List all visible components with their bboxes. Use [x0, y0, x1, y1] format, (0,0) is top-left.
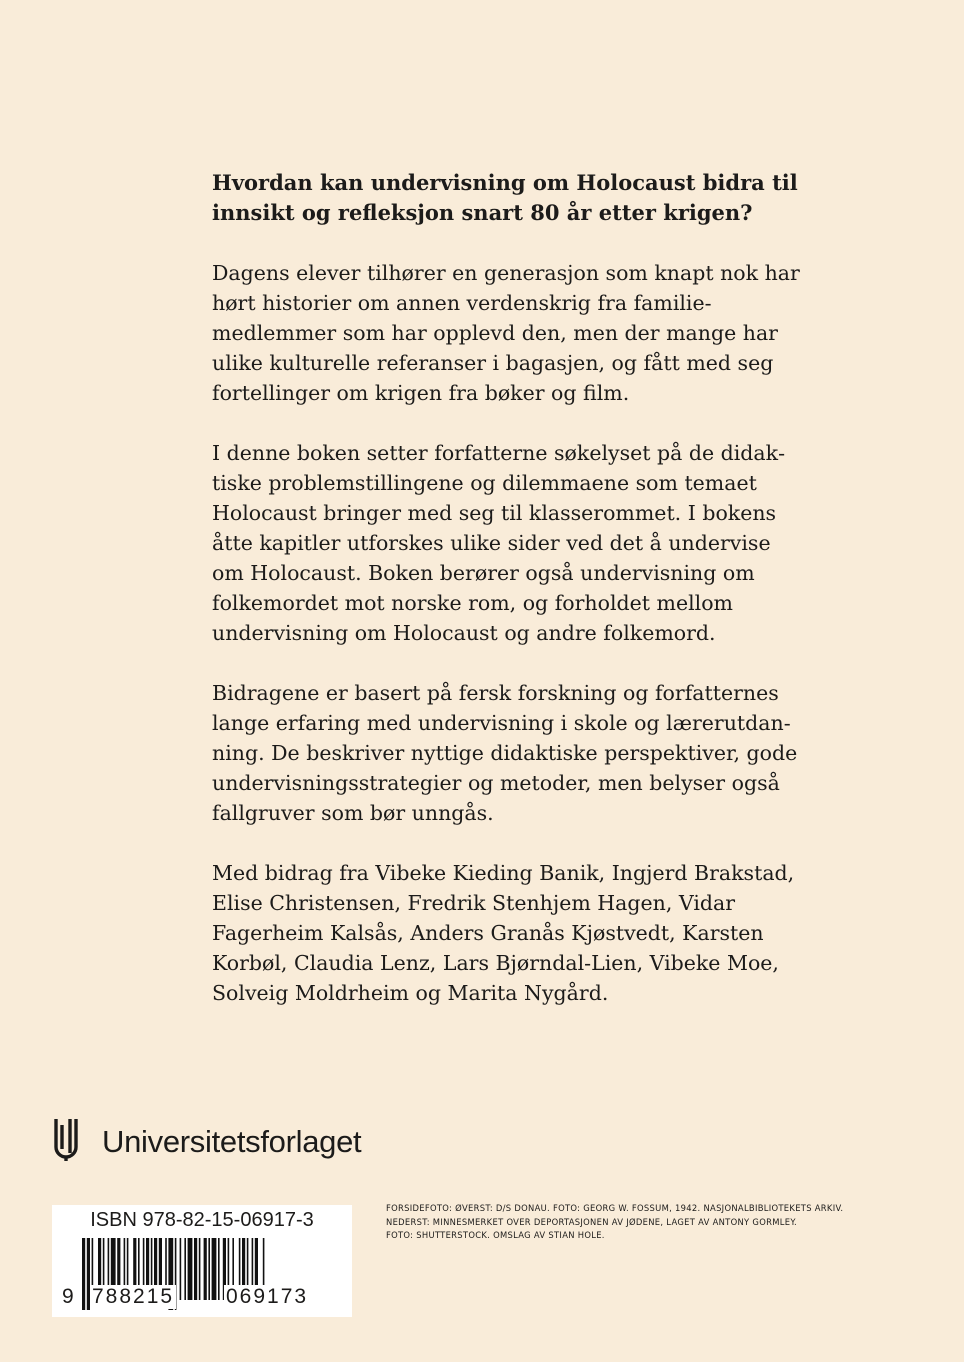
credit-line: NEDERST: MINNESMERKET OVER DEPORTASJONEN AV JØDENE, LAGET AV ANTONY GORMLEY.: [386, 1216, 797, 1227]
barcode-bar: [180, 1238, 182, 1300]
u-monogram-icon: [52, 1117, 80, 1168]
paragraph-intro: Dagens elever tilhører en generasjon som knapt nok har hørt historier om annen verdenskrig fra familiemedlemmer som har opplevd den, men der mange har ulike kulturelle referanser i bagasjen, og fått med seg fortellinger om krigen fra bøker og film.: [212, 261, 800, 405]
credit-line: FORSIDEFOTO: ØVERST: D/S DONAU. FOTO: GEORG W. FOSSUM, 1942. NASJONALBIBLIOTEKETS ARKIV.: [386, 1203, 844, 1213]
credit-line: FOTO: SHUTTERSTOCK. OMSLAG AV STIAN HOLE.: [386, 1230, 605, 1240]
barcode-digits-left: 788215: [92, 1285, 175, 1308]
barcode-bar: [199, 1238, 201, 1300]
paragraph-contributors: Med bidrag fra Vibeke Kieding Banik, Ingjerd Brakstad, Elise Christensen, Fredrik Stenhjem Hagen, Vidar Fagerheim Kalsås, Anders Granås Kjøstvedt, Karsten Korbøl, Claudia Lenz, Lars Bjørndal-Lien, Vibeke Moe, Solveig Moldrheim og Marita Nygård.: [212, 861, 795, 1005]
publisher-logo: [52, 1118, 361, 1166]
paragraph-book-focus: I denne boken setter forfatterne søkelyset på de didaktiske problemstillingene og dilemmaene som temaet Holocaust bringer med seg til klasserommet. I bokens åtte kapitler utforskes ulike sider ved det å undervise om Holocaust. Boken berører også undervisning om folkemordet mot norske rom, og forholdet mellom undervisning om Holocaust og andre folkemord.: [212, 441, 786, 645]
barcode-bar: [194, 1238, 197, 1300]
isbn-barcode-box: [52, 1205, 352, 1317]
barcode-digits-right: 069173: [226, 1285, 309, 1308]
barcode-bar: [184, 1238, 186, 1300]
barcode-digit-first: 9: [62, 1285, 75, 1308]
barcode-bar: [204, 1238, 207, 1300]
barcode-bar: [212, 1238, 217, 1300]
barcode-bar: [82, 1238, 85, 1310]
photo-credits: [386, 1202, 844, 1243]
barcode-bar: [218, 1238, 220, 1300]
isbn-label: ISBN 978-82-15-06917-3: [90, 1209, 314, 1231]
barcode-bar: [208, 1238, 210, 1300]
back-cover-heading: Hvordan kan undervisning om Holocaust bidra til innsikt og refleksjon snart 80 år etter krigen?: [212, 170, 798, 225]
barcode-bar: [188, 1238, 193, 1300]
paragraph-contributions: Bidragene er basert på fersk forskning og forfatternes lange erfaring med undervisning i skole og lærerutdanning. De beskriver nyttige didaktiske perspektiver, gode undervisningsstrategier og metoder, men belyser også fallgruver som bør unngås.: [212, 681, 798, 825]
publisher-name: Universitetsforlaget: [102, 1124, 362, 1159]
